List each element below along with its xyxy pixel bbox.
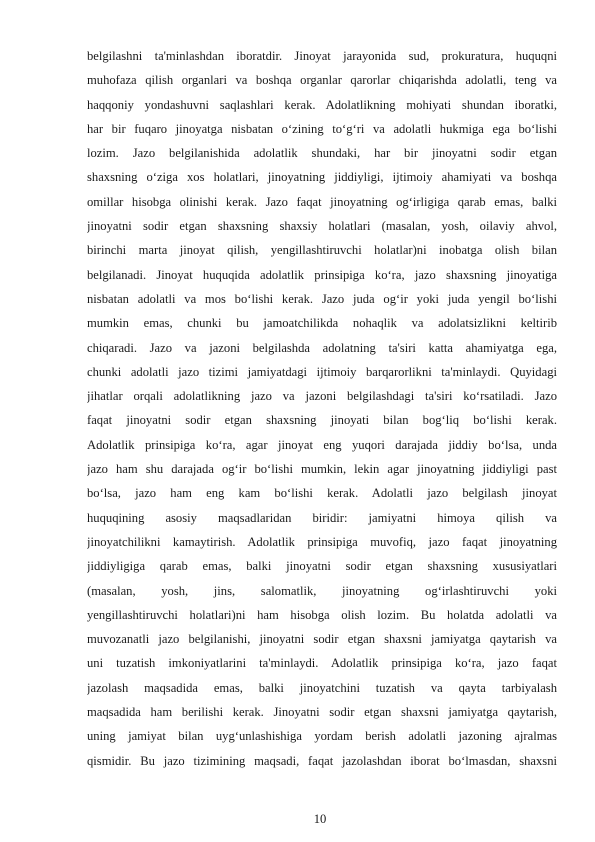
text-line: muhofaza qilish organlari va boshqa organlar qarorlar chiqarishda adolatli, teng va [87,73,557,88]
text-line: faqat jinoyatni sodir etgan shaxsning jinoyati bilan bog‘liq bo‘lishi kerak. [87,413,557,428]
text-line: lozim. Jazo belgilanishida adolatlik shundaki, har bir jinoyatni sodir etgan [87,146,557,161]
text-line: chunki adolatli jazo tizimi jamiyatdagi ijtimoiy barqarorlikni ta'minlaydi. Quyidagi [87,364,557,379]
body-text [87,44,557,773]
text-line: belgilanadi. Jinoyat huquqida adolatlik prinsipiga ko‘ra, jazo shaxsning jinoyatiga [87,267,557,282]
page-number: 10 [313,812,327,826]
text-line: yengillashtiruvchi holatlari)ni ham hisobga olish lozim. Bu holatda adolatli va [87,607,557,622]
text-line: shaxsning o‘ziga xos holatlari, jinoyatning jiddiyligi, ijtimoiy ahamiyati va boshqa [87,170,557,185]
text-line: birinchi marta jinoyat qilish, yengillashtiruvchi holatlar)ni inobatga olish bilan [87,243,557,258]
text-line: huquqining asosiy maqsadlaridan biridir: jamiyatni himoya qilish va [87,510,557,525]
text-line: jinoyatni sodir etgan shaxsning shaxsiy holatlari (masalan, yosh, oilaviy ahvol, [87,219,557,234]
text-line: (masalan, yosh, jins, salomatlik, jinoyatning og‘irlashtiruvchi yoki [87,583,557,598]
text-line: maqsadida ham berilishi kerak. Jinoyatni sodir etgan shaxsni jamiyatga qaytarish, [87,705,557,720]
text-line: jazolash maqsadida emas, balki jinoyatchini tuzatish va qayta tarbiyalash [87,680,557,695]
text-line: haqqoniy yondashuvni saqlashlari kerak. Adolatlikning mohiyati shundan iboratki, [87,97,557,112]
text-line: Adolatlik prinsipiga ko‘ra, agar jinoyat eng yuqori darajada jiddiy bo‘lsa, unda [87,437,557,452]
text-line: jazo ham shu darajada og‘ir bo‘lishi mumkin, lekin agar jinoyatning jiddiyligi past [87,462,557,477]
text-line: muvozanatli jazo belgilanishi, jinoyatni sodir etgan shaxsni jamiyatga qaytarish va [87,632,557,647]
text-line: nisbatan adolatli va mos bo‘lishi kerak. Jazo juda og‘ir yoki juda yengil bo‘lishi [87,291,557,306]
text-line: chiqaradi. Jazo va jazoni belgilashda adolatning ta'siri katta ahamiyatga ega, [87,340,557,355]
text-line: belgilashni ta'minlashdan iboratdir. Jinoyat jarayonida sud, prokuratura, huquqni [87,49,557,63]
text-line: jinoyatchilikni kamaytirish. Adolatlik prinsipiga muvofiq, jazo faqat jinoyatning [87,534,557,549]
text-line: uni tuzatish imkoniyatlarini ta'minlaydi. Adolatlik prinsipiga ko‘ra, jazo faqat [87,656,557,671]
text-line: omillar hisobga olinishi kerak. Jazo faqat jinoyatning og‘irligiga qarab emas, balki [87,194,557,209]
text-line: bo‘lsa, jazo ham eng kam bo‘lishi kerak. Adolatli jazo belgilash jinoyat [87,486,557,501]
text-line: jihatlar orqali adolatlikning jazo va jazoni belgilashdagi ta'siri ko‘rsatiladi. Jazo [87,389,557,404]
text-line: mumkin emas, chunki bu jamoatchilikda nohaqlik va adolatsizlikni keltirib [87,316,557,331]
text-line: uning jamiyat bilan uyg‘unlashishiga yordam berish adolatli jazoning ajralmas [87,729,557,744]
text-line: jiddiyligiga qarab emas, balki jinoyatni sodir etgan shaxsning xususiyatlari [87,559,557,574]
text-line: har bir fuqaro jinoyatga nisbatan o‘zining to‘g‘ri va adolatli hukmiga ega bo‘lishi [87,121,557,136]
text-line: qismidir. Bu jazo tizimining maqsadi, faqat jazolashdan iborat bo‘lmasdan, shaxsni [87,753,557,768]
